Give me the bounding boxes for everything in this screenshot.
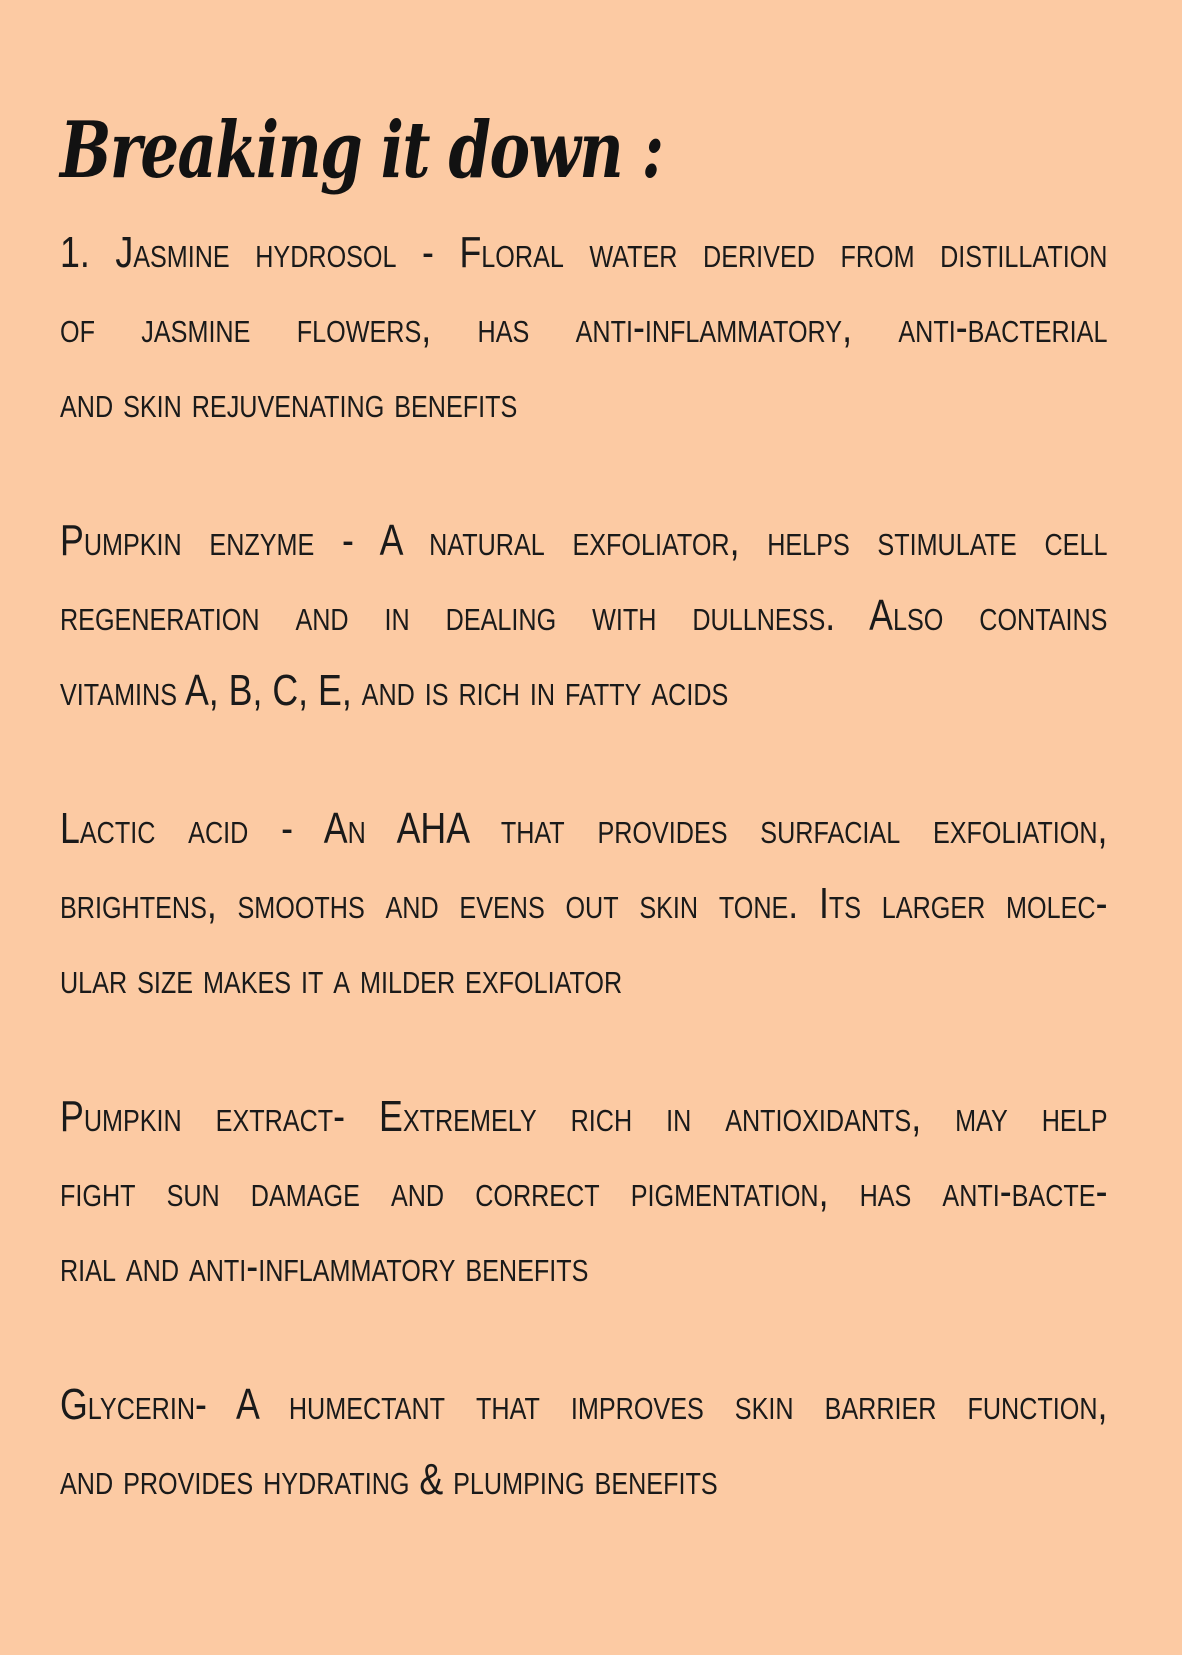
- page-title: Breaking it down :: [60, 105, 663, 196]
- text-line: of jasmine flowers, has anti-inflammatory, anti-bacterial: [60, 303, 1108, 352]
- text-line: and skin rejuvenating benefits: [60, 378, 518, 427]
- paragraph-glycerin: [60, 1367, 1107, 1517]
- text-line: Pumpkin extract- Extremely rich in antioxidants, may help: [60, 1092, 1108, 1141]
- paragraph-jasmine-hydrosol: [60, 215, 1107, 440]
- text-line: rial and anti-inflammatory benefits: [60, 1242, 589, 1291]
- text-line: fight sun damage and correct pigmentation, has anti-bacte-: [60, 1167, 1108, 1216]
- ingredient-list: [60, 215, 1107, 1580]
- text-line: Lactic acid - An AHA that provides surfacial exfoliation,: [60, 804, 1108, 853]
- text-line: ular size makes it a milder exfoliator: [60, 954, 623, 1003]
- text-line: and provides hydrating & plumping benefits: [60, 1455, 718, 1504]
- text-line: brightens, smooths and evens out skin tone. Its larger molec-: [60, 879, 1108, 928]
- paragraph-pumpkin-enzyme: [60, 503, 1107, 728]
- text-line: Pumpkin enzyme - A natural exfoliator, helps stimulate cell: [60, 516, 1108, 565]
- text-line: Glycerin- A humectant that improves skin barrier function,: [60, 1380, 1108, 1429]
- text-line: vitamins A, B, C, E, and is rich in fatty acids: [60, 666, 729, 715]
- text-line: regeneration and in dealing with dullness. Also contains: [60, 591, 1108, 640]
- text-line: 1. Jasmine hydrosol - Floral water derived from distillation: [60, 228, 1108, 277]
- paragraph-pumpkin-extract: [60, 1079, 1107, 1304]
- paragraph-lactic-acid: [60, 791, 1107, 1016]
